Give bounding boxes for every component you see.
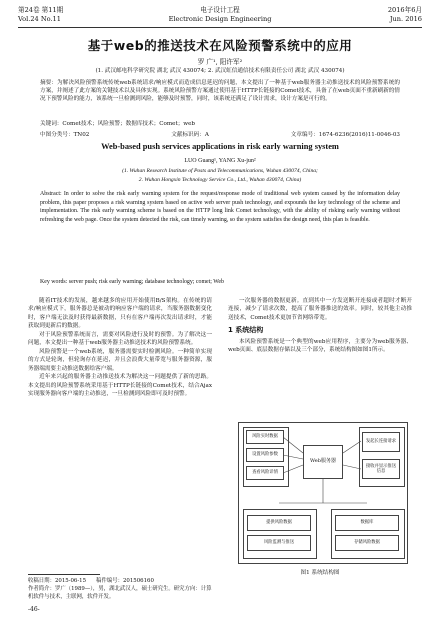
figure-box: 提供风险数据 (247, 515, 311, 531)
clc-number: 中图分类号：TN02 (40, 132, 90, 138)
body-paragraph: 对于风险预警系统而言，需要对风险进行及时的预警。为了解决这一问题，本文提出一种基于web服务器主动推送技术的风险预警系统。 (28, 331, 212, 347)
keywords-cn: 关键词：Comet技术；风险预警；数据库技术；Comet；web (40, 121, 195, 127)
body-left-column (28, 297, 212, 398)
header-left: 第24卷 第11期 Vol.24 No.11 (18, 6, 64, 23)
figure-caption: 图1 系统结构图 (300, 570, 340, 576)
paper-title-cn: 基于web的推送技术在风险预警系统中的应用 (87, 38, 353, 53)
figure-box: 接收并显示推送信息 (362, 459, 400, 479)
document-code: 文献标识码：A (171, 132, 209, 138)
web-server-box: Web服务器 (303, 445, 343, 479)
body-paragraph: 一次服务器的数据更新。直到其中一方发送断开连接或者超时才断开连接，减少了请求次数，提高了服务器推送的效率。同时，较其他主动推送技术，Comet技术更加节省网络带宽。 (228, 298, 412, 321)
body-paragraph: 风险预警是一个web系统，服务器需要实时检测风险。一种简单实现的方式是轮询，但轮询存在延迟，并且会浪费大量带宽与服务器资源，服务器端需要主动推送数据给客户端。 (28, 348, 212, 372)
header-rule (18, 27, 422, 28)
keywords-en: Key words: server push; risk early warning; database technology; comet; Web (40, 279, 224, 285)
abstract-cn: 摘要：为解决风险预警系统传统web系统请求/响应模式而造成信息延迟的问题，本文提出了一种基于web服务器主动推送技术的风险预警系统的方案，并阐述了此方案的关键技术以及具体实现。系统风险预警方案通过使用基于HTTP长链接的Comet技术，具备了在web页面不重新刷新的情况下预警风险的能力，该系统一旦检测到风险，能够及时预警，同时，该系统还满足了设计需求，设计方案是可行的。 (40, 80, 400, 103)
body-right-column (228, 297, 412, 355)
system-structure-figure (238, 422, 408, 564)
footnote-rule (28, 574, 100, 575)
abstract-en: Abstract: In order to solve the risk early warning system for the request/response mode of traditional web system caused by the information delay problem, this paper proposes a risk warning system based on active web server push technology, and expounds the key technology of the scheme and implementation. The risk early warning scheme is based on the HTTP long link Comet technology, with the ability of risking early warning without refreshing the web page. Once the system detected the risk, can timely warning, so the system satisfies the design need, this plan is feasible. (40, 191, 400, 223)
section-heading: 1 系统结构 (228, 326, 264, 335)
body-paragraph: 随着IT技术的发展，越来越多的应用开始使用B/S架构。在传统的请求/响应模式下，服务器总是被动的响应客户端的请求，当服务器数据变化时，客户端无法及时获得最新数据，只有在客户端再次发出请求时，才能获取到更新后的数据。 (28, 298, 212, 330)
footnote (28, 577, 212, 601)
author-bio: 作者简介：罗广（1989—），男，湖北武汉人，硕士研究生。研究方向：计算机软件与技术，主联网，软件开发。 (28, 586, 212, 600)
database-box: 数据库 (335, 515, 399, 531)
running-header (18, 6, 422, 32)
body-paragraph: 本风险预警系统是一个典型的web应用程序，主要分为web服务器、web页面、底层数据存储以及三个部分，系统结构图如图1所示。 (228, 338, 412, 354)
affiliation-en-2: 2. Wuhan Hongxin Technology Service Co., Ltd., Wuhan 430074, China) (138, 177, 302, 183)
paper-title-en: Web-based push services applications in risk early warning system (101, 142, 339, 151)
article-number: 文章编号：1674-6236(2016)11-0046-03 (290, 132, 400, 138)
figure-box: 设置风险参数 (246, 448, 284, 462)
figure-box: 发起长连接请求 (362, 432, 400, 452)
page-number: -46- (28, 606, 40, 613)
received-date: 收稿日期：2015-06-15 (28, 578, 87, 584)
authors-en: LUO Guang¹, YANG Xu-jun² (184, 158, 256, 164)
figure-box: 风险监测与推送 (247, 535, 311, 551)
manuscript-number: 稿件编号：201506160 (96, 578, 154, 584)
figure-box: 风险实时数据 (246, 430, 284, 444)
figure-box: 查看风险详情 (246, 466, 284, 480)
header-right: 2016年6月 Jun. 2016 (387, 6, 422, 23)
affiliation-cn: (1. 武汉邮电科学研究院 湖北 武汉 430074; 2. 武汉虹信通信技术有限责任公司 湖北 武汉 430074) (95, 68, 345, 74)
body-paragraph: 近年来兴起的服务器主动推送技术为解决这一问题提供了新的思路。本文提出的风险预警系统采用基于HTTP长链接的Comet技术，结合Ajax实现服务器向客户端的主动推送，一旦检测到风险即可及时预警。 (28, 374, 212, 397)
classification-row (40, 130, 400, 138)
affiliation-en-1: (1. Wuhan Research Institute of Posts and Telecommunications, Wuhan 430074, China; (122, 168, 318, 174)
header-center: 电子设计工程 Electronic Design Engineering (168, 6, 272, 23)
authors-cn: 罗 广¹, 阳许军² (197, 58, 243, 66)
figure-box: 存储风险数据 (335, 535, 399, 551)
